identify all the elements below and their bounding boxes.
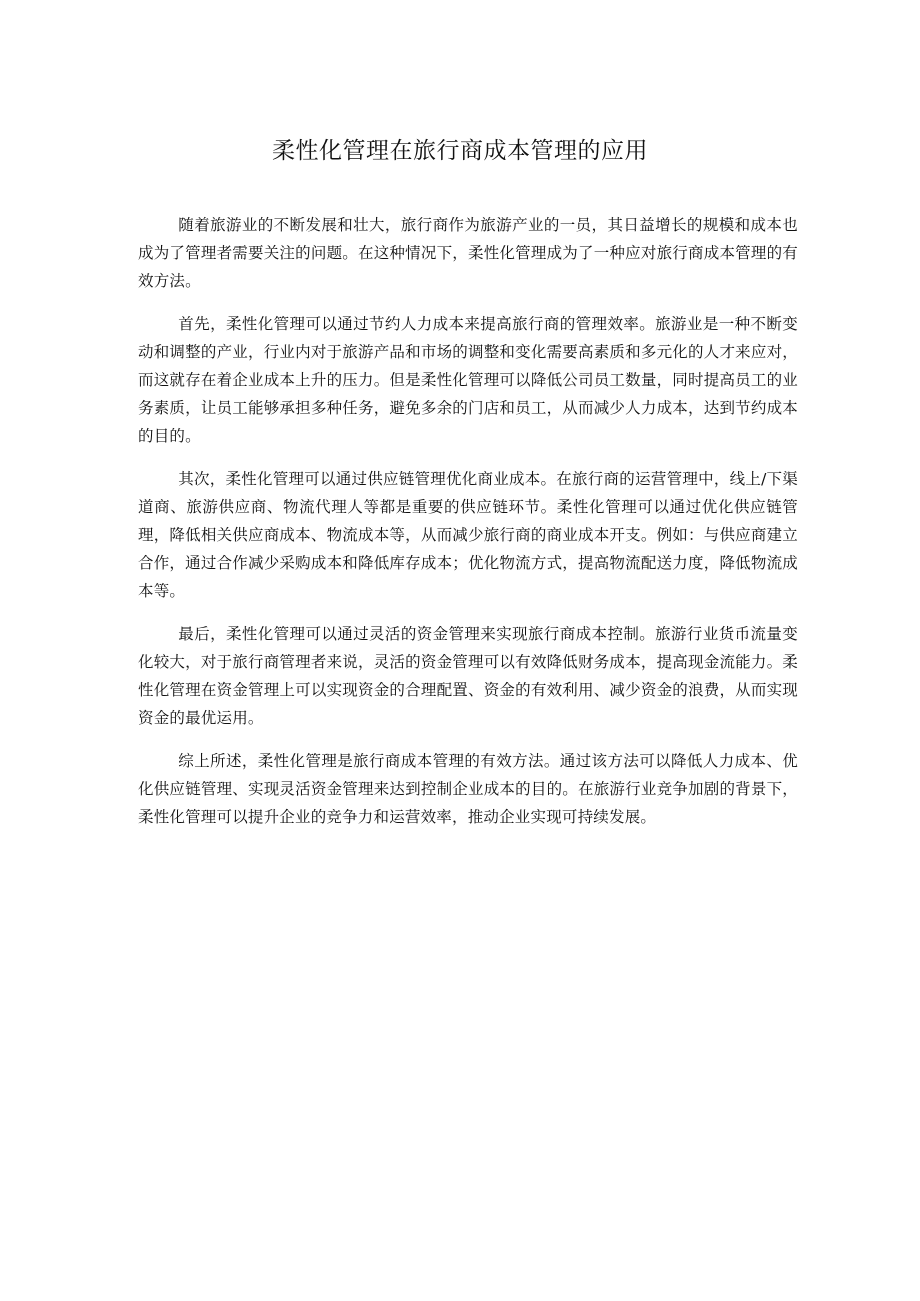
paragraph-labor-cost: 首先，柔性化管理可以通过节约人力成本来提高旅行商的管理效率。旅游业是一种不断变动和调整的产业，行业内对于旅游产品和市场的调整和变化需要高素质和多元化的人才来应对，而这就存在着企业成本上升的压力。但是柔性化管理可以降低公司员工数量，同时提高员工的业务素质，让员工能够承担多种任务，避免多余的门店和员工，从而减少人力成本，达到节约成本的目的。 (138, 315, 798, 445)
document-title: 柔性化管理在旅行商成本管理的应用 (272, 138, 648, 164)
paragraph-intro: 随着旅游业的不断发展和壮大，旅行商作为旅游产业的一员，其日益增长的规模和成本也成为了管理者需要关注的问题。在这种情况下，柔性化管理成为了一种应对旅行商成本管理的有效方法。 (138, 216, 798, 290)
document-body (138, 211, 798, 846)
paragraph-supply-chain: 其次，柔性化管理可以通过供应链管理优化商业成本。在旅行商的运营管理中，线上/下渠道商、旅游供应商、物流代理人等都是重要的供应链环节。柔性化管理可以通过优化供应链管理，降低相关供应商成本、物流成本等，从而减少旅行商的商业成本开支。例如：与供应商建立合作，通过合作减少采购成本和降低库存成本；优化物流方式，提高物流配送力度，降低物流成本等。 (138, 470, 798, 600)
paragraph-conclusion: 综上所述，柔性化管理是旅行商成本管理的有效方法。通过该方法可以降低人力成本、优化供应链管理、实现灵活资金管理来达到控制企业成本的目的。在旅游行业竞争加剧的背景下，柔性化管理可以提升企业的竞争力和运营效率，推动企业实现可持续发展。 (138, 752, 798, 826)
paragraph-capital-management: 最后，柔性化管理可以通过灵活的资金管理来实现旅行商成本控制。旅游行业货币流量变化较大，对于旅行商管理者来说，灵活的资金管理可以有效降低财务成本，提高现金流能力。柔性化管理在资金管理上可以实现资金的合理配置、资金的有效利用、减少资金的浪费，从而实现资金的最优运用。 (138, 625, 798, 727)
